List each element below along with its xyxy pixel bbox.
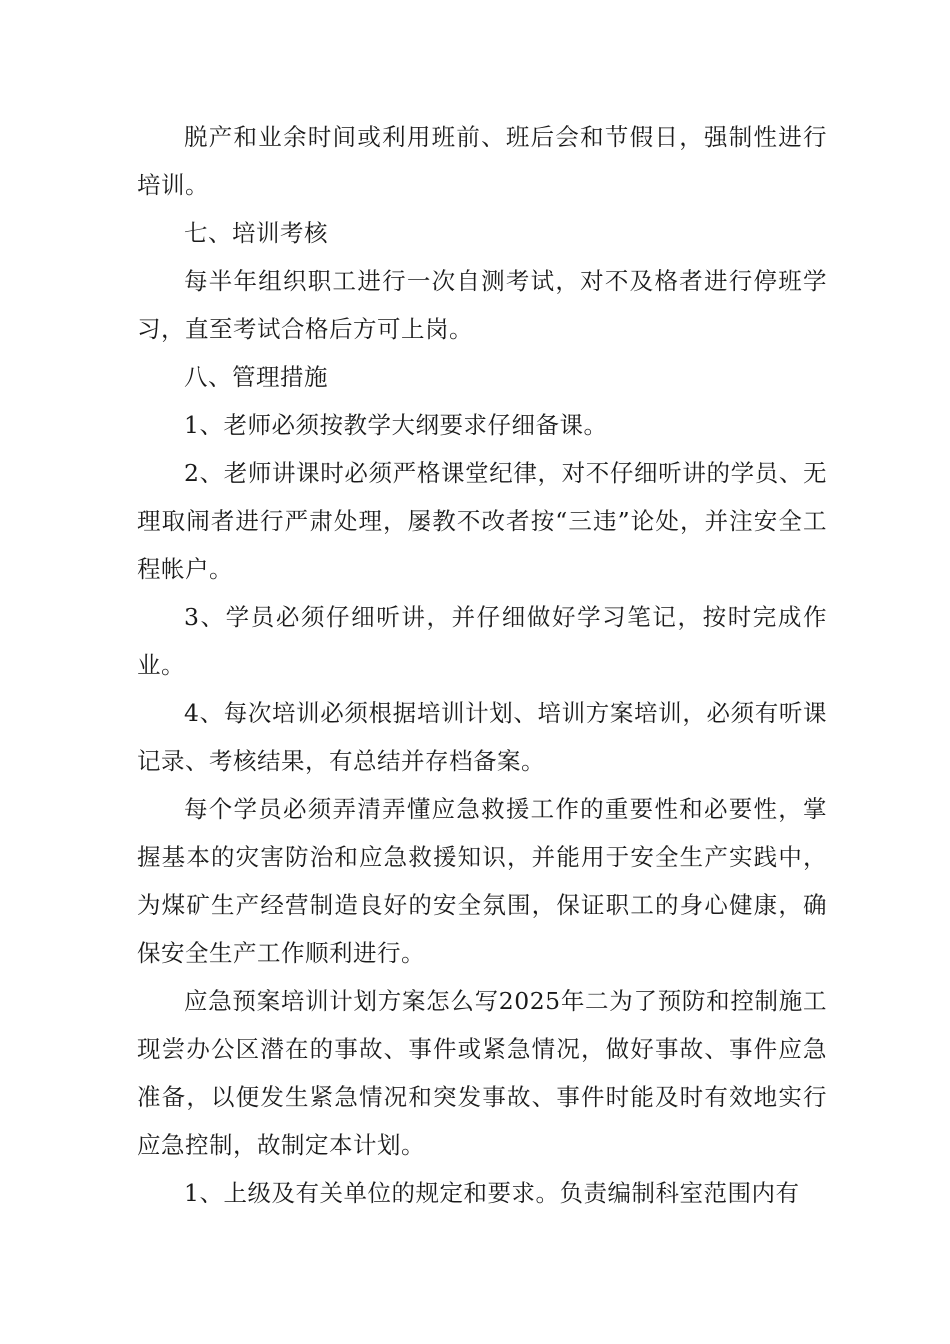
heading-management-measures: 八、管理措施 bbox=[184, 363, 328, 391]
paragraph-trainee-requirements: 每个学员必须弄清弄懂应急救援工作的重要性和必要性，掌握基本的灾害防治和应急救援知识，并能用于安全生产实践中，为煤矿生产经营制造良好的安全氛围，保证职工的身心健康，确保安全生产工作顺利进行。 bbox=[137, 795, 827, 967]
list-item-4: 4、每次培训必须根据培训计划、培训方案培训，必须有听课记录、考核结果，有总结并存档备案。 bbox=[137, 699, 827, 775]
list-item-1: 1、老师必须按教学大纲要求仔细备课。 bbox=[184, 411, 608, 439]
paragraph-training-time: 脱产和业余时间或利用班前、班后会和节假日，强制性进行培训。 bbox=[137, 123, 827, 199]
document-body bbox=[137, 113, 827, 1217]
paragraph-regulations: 1、上级及有关单位的规定和要求。负责编制科室范围内有 bbox=[184, 1179, 800, 1207]
paragraph-self-test: 每半年组织职工进行一次自测考试，对不及格者进行停班学习，直至考试合格后方可上岗。 bbox=[137, 267, 827, 343]
heading-training-assessment: 七、培训考核 bbox=[184, 219, 328, 247]
list-item-3: 3、学员必须仔细听讲，并仔细做好学习笔记，按时完成作业。 bbox=[137, 603, 827, 679]
list-item-2: 2、老师讲课时必须严格课堂纪律，对不仔细听讲的学员、无理取闹者进行严肃处理，屡教不改者按“三违”论处，并注安全工程帐户。 bbox=[137, 459, 827, 583]
paragraph-plan-intro: 应急预案培训计划方案怎么写2025年二为了预防和控制施工现尝办公区潜在的事故、事件或紧急情况，做好事故、事件应急准备，以便发生紧急情况和突发事故、事件时能及时有效地实行应急控制，故制定本计划。 bbox=[137, 987, 827, 1159]
